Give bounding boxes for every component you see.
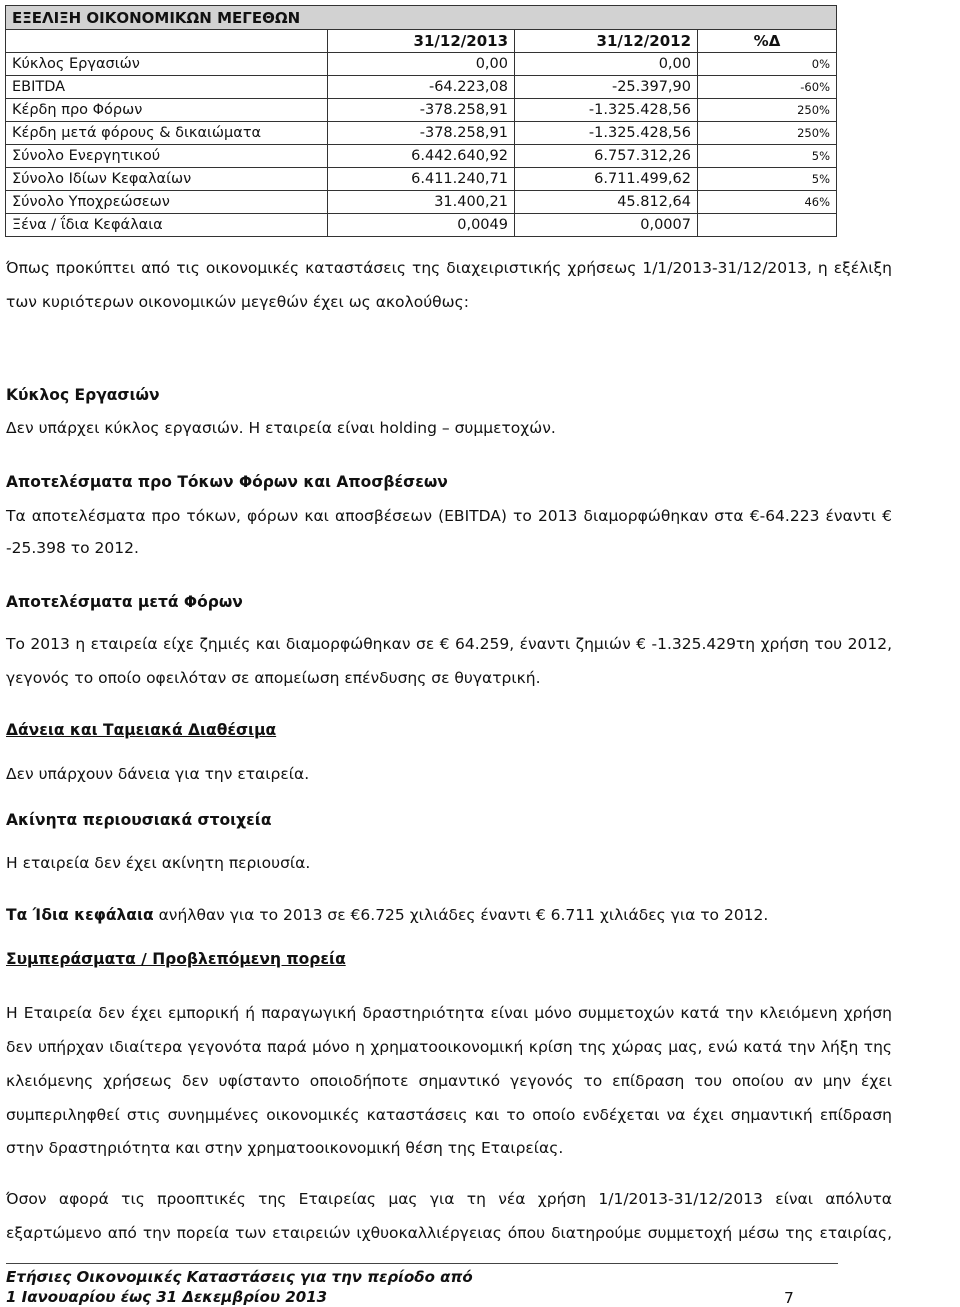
row-pct: 0%: [698, 53, 837, 76]
row-label: Σύνολο Ιδίων Κεφαλαίων: [6, 168, 328, 191]
footer-rule: [6, 1263, 838, 1264]
table-row: [6, 99, 837, 122]
ebitda-line-2: -25.398 το 2012.: [6, 539, 139, 557]
property-heading: Ακίνητα περιουσιακά στοιχεία: [6, 811, 272, 829]
ebitda-line-1: Τα αποτελέσματα προ τόκων, φόρων και αποσβέσεων (EBITDA) το 2013 διαμορφώθηκαν στα €-64.223 έναντι €: [6, 507, 892, 525]
table-row: [6, 214, 837, 237]
row-label: EBITDA: [6, 76, 328, 99]
row-value-2012: 6.757.312,26: [515, 145, 698, 168]
table-title: ΕΞΕΛΙΞΗ ΟΙΚΟΝΟΜΙΚΩΝ ΜΕΓΕΘΩΝ: [6, 6, 837, 30]
page-number: 7: [784, 1289, 794, 1307]
row-value-2012: -1.325.428,56: [515, 122, 698, 145]
row-label: Κύκλος Εργασιών: [6, 53, 328, 76]
after-tax-line-1: Το 2013 η εταιρεία είχε ζημιές και διαμορφώθηκαν σε € 64.259, έναντι ζημιών € -1.325.429τη χρήση του 2012,: [6, 635, 892, 653]
row-value-2013: 6.442.640,92: [328, 145, 515, 168]
row-label: Ξένα / ΐδια Κεφάλαια: [6, 214, 328, 237]
conclusions-line: δεν υπήρχαν ιδιαίτερα γεγονότα παρά μόνο η χρηματοοικονομική κρίση της χώρας μας, ενώ κατά την λήξη της: [6, 1038, 892, 1056]
table-row: [6, 191, 837, 214]
financial-table: [5, 5, 837, 237]
intro-line-1: Όπως προκύπτει από τις οικονομικές καταστάσεις της διαχειριστικής χρήσεως 1/1/2013-31/12/2013, η εξέλιξη: [6, 259, 892, 277]
conclusions-heading: Συμπεράσματα / Προβλεπόμενη πορεία: [6, 950, 346, 968]
outlook-line: Όσον αφορά τις προοπτικές της Εταιρείας μας για τη νέα χρήση 1/1/2013-31/12/2013 είναι απόλυτα: [6, 1190, 892, 1208]
table-header-row: [6, 30, 837, 53]
ebitda-heading: Αποτελέσματα προ Τόκων Φόρων και Αποσβέσεων: [6, 473, 448, 491]
row-value-2012: 0,0007: [515, 214, 698, 237]
equity-text: ανήλθαν για το 2013 σε €6.725 χιλιάδες έναντι € 6.711 χιλιάδες για το 2012.: [153, 906, 769, 924]
row-value-2012: 6.711.499,62: [515, 168, 698, 191]
equity-paragraph: [6, 905, 892, 925]
conclusions-line: κλειόμενης χρήσεως δεν υφίσταντο οποιοδήποτε σημαντικό γεγονός το επίδραση του οποίου αν μην έχει: [6, 1072, 892, 1090]
loans-heading: Δάνεια και Ταμειακά Διαθέσιμα: [6, 721, 277, 739]
row-label: Σύνολο Ενεργητικού: [6, 145, 328, 168]
row-pct: 46%: [698, 191, 837, 214]
conclusions-line: Η Εταιρεία δεν έχει εμπορική ή παραγωγική δραστηριότητα είναι μόνο συμμετοχών κατά την κλειόμενη χρήση: [6, 1004, 892, 1022]
table-row: [6, 53, 837, 76]
row-label: Σύνολο Υποχρεώσεων: [6, 191, 328, 214]
table-row: [6, 122, 837, 145]
row-value-2013: 0,0049: [328, 214, 515, 237]
row-value-2012: -1.325.428,56: [515, 99, 698, 122]
row-label: Κέρδη προ Φόρων: [6, 99, 328, 122]
row-pct: 5%: [698, 168, 837, 191]
table-row: [6, 168, 837, 191]
row-pct: 250%: [698, 99, 837, 122]
loans-text: Δεν υπάρχουν δάνεια για την εταιρεία.: [6, 765, 310, 783]
row-pct: 250%: [698, 122, 837, 145]
row-pct: [698, 214, 837, 237]
property-text: Η εταιρεία δεν έχει ακίνητη περιουσία.: [6, 854, 311, 872]
after-tax-line-2: γεγονός το οποίο οφειλόταν σε απομείωση επένδυσης σε θυγατρική.: [6, 669, 541, 687]
table-row: [6, 76, 837, 99]
equity-bold: Τα Ίδια κεφάλαια: [6, 906, 154, 924]
header-cell-pct: %Δ: [698, 30, 837, 53]
row-value-2013: 6.411.240,71: [328, 168, 515, 191]
header-cell-2012: 31/12/2012: [515, 30, 698, 53]
footer-line-2: 1 Ιανουαρίου έως 31 Δεκεμβρίου 2013: [6, 1288, 328, 1306]
footer-line-1: Ετήσιες Οικονομικές Καταστάσεις για την περίοδο από: [6, 1268, 473, 1286]
row-value-2013: -64.223,08: [328, 76, 515, 99]
row-value-2012: -25.397,90: [515, 76, 698, 99]
row-value-2012: 0,00: [515, 53, 698, 76]
row-value-2013: 0,00: [328, 53, 515, 76]
row-pct: -60%: [698, 76, 837, 99]
row-value-2013: -378.258,91: [328, 99, 515, 122]
after-tax-heading: Αποτελέσματα μετά Φόρων: [6, 593, 243, 611]
header-cell-2013: 31/12/2013: [328, 30, 515, 53]
turnover-heading: Κύκλος Εργασιών: [6, 386, 160, 404]
row-value-2013: 31.400,21: [328, 191, 515, 214]
row-pct: 5%: [698, 145, 837, 168]
table-row: [6, 145, 837, 168]
intro-line-2: των κυριότερων οικονομικών μεγεθών έχει ως ακολούθως:: [6, 293, 469, 311]
outlook-line: εξαρτώμενο από την πορεία των εταιρειών ιχθυοκαλλιέργειας όπου διατηρούμε συμμετοχή μέσω της εταιρίας,: [6, 1224, 892, 1242]
row-label: Κέρδη μετά φόρους & δικαιώματα: [6, 122, 328, 145]
turnover-text: Δεν υπάρχει κύκλος εργασιών. Η εταιρεία είναι holding – συμμετοχών.: [6, 419, 556, 437]
header-cell-label: [6, 30, 328, 53]
conclusions-line: συμπεριληφθεί στις συνημμένες οικονομικές καταστάσεις και το οποίο ενδέχεται να έχει σημαντική επίδραση: [6, 1106, 892, 1124]
row-value-2013: -378.258,91: [328, 122, 515, 145]
row-value-2012: 45.812,64: [515, 191, 698, 214]
conclusions-line: στην δραστηριότητα και στην χρηματοοικονομική θέση της Εταιρείας.: [6, 1139, 564, 1157]
